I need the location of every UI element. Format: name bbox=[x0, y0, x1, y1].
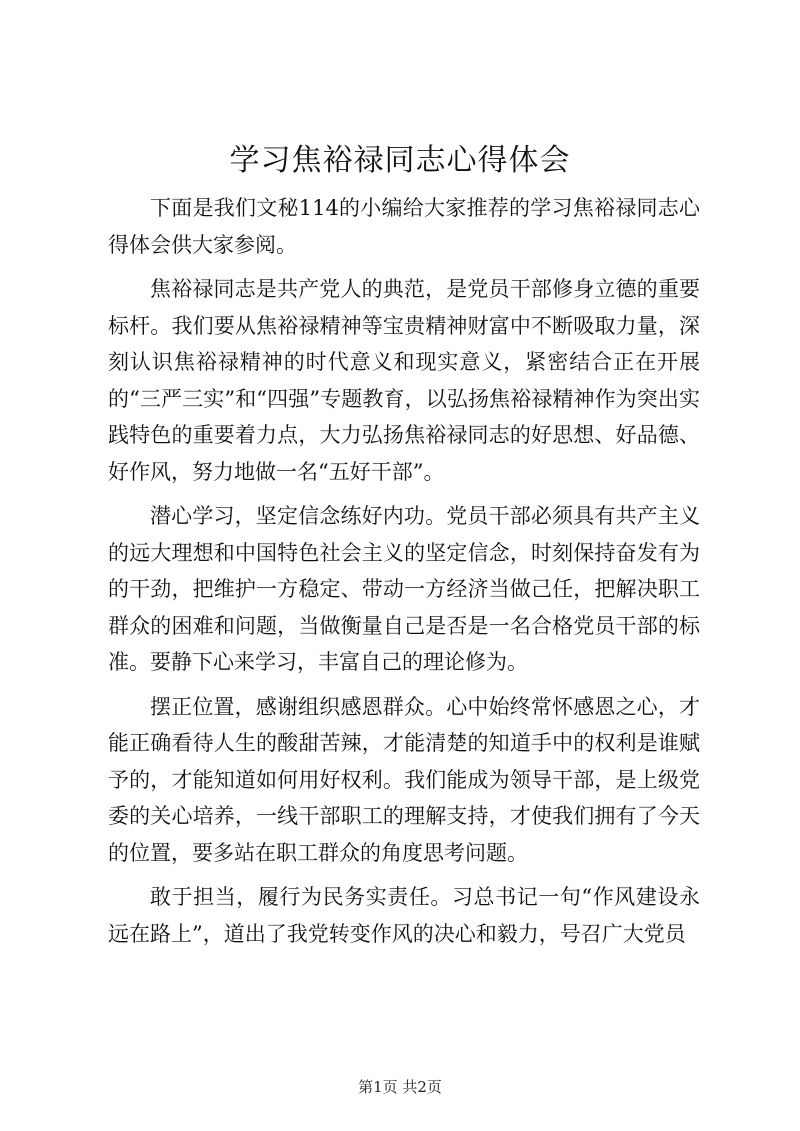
paragraph-study: 潜心学习，坚定信念练好内功。党员干部必须具有共产主义的远大理想和中国特色社会主义的坚定信念，时刻保持奋发有为的干劲，把维护一方稳定、带动一方经济当做己任，把解决职工群众的困难和问题，当做衡量自己是否是一名合格党员干部的标准。要静下心来学习，丰富自己的理论修为。 bbox=[108, 504, 700, 674]
document-title: 学习焦裕禄同志心得体会 bbox=[229, 143, 571, 178]
page-number-footer: 第1页 共2页 bbox=[358, 1078, 442, 1096]
paragraph-gratitude: 摆正位置，感谢组织感恩群众。心中始终常怀感恩之心，才能正确看待人生的酸甜苦辣，才能清楚的知道手中的权利是谁赋予的，才能知道如何用好权利。我们能成为领导干部，是上级党委的关心培养，一线干部职工的理解支持，才使我们拥有了今天的位置，要多站在职工群众的角度思考问题。 bbox=[108, 694, 700, 865]
paragraph-responsibility: 敢于担当，履行为民务实责任。习总书记一句“作风建设永远在路上”，道出了我党转变作风的决心和毅力，号召广大党员 bbox=[108, 885, 700, 946]
paragraph-role-model: 焦裕禄同志是共产党人的典范，是党员干部修身立德的重要标杆。我们要从焦裕禄精神等宝贵精神财富中不断吸取力量，深刻认识焦裕禄精神的时代意义和现实意义，紧密结合正在开展的“三严三实”和“四强”专题教育，以弘扬焦裕禄精神作为突出实践特色的重要着力点，大力弘扬焦裕禄同志的好思想、好品德、好作风，努力地做一名“五好干部”。 bbox=[108, 277, 700, 484]
document-body bbox=[108, 190, 700, 960]
paragraph-intro: 下面是我们文秘114的小编给大家推荐的学习焦裕禄同志心得体会供大家参阅。 bbox=[108, 196, 700, 257]
